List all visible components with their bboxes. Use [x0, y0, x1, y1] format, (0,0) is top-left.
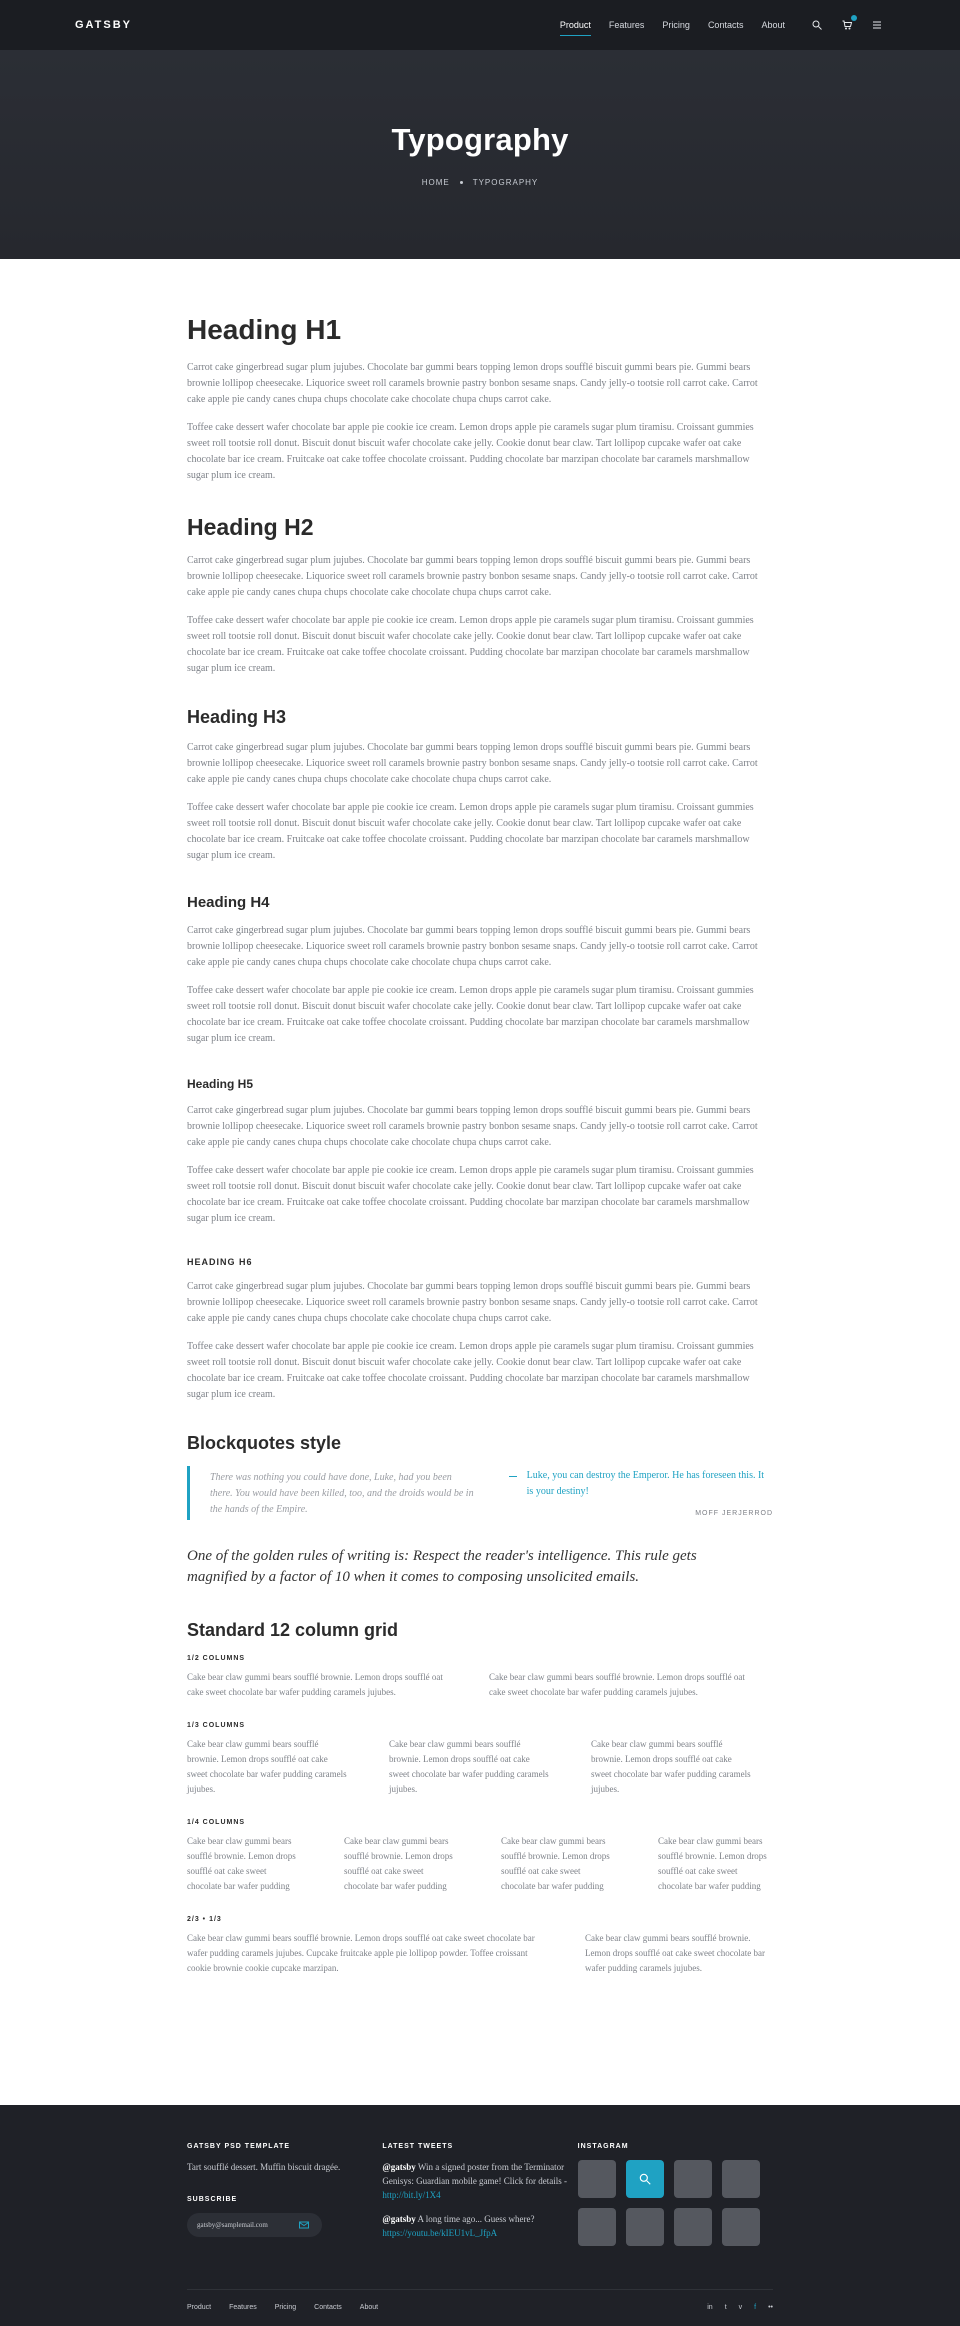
grid-col: Cake bear claw gummi bears soufflé brownie. Lemon drops soufflé oat cake sweet chocolate bar wafer pudding caramels jujubes.: [187, 1739, 347, 1794]
footer-template-title: GATSBY PSD TEMPLATE: [187, 2143, 291, 2150]
section-blockquotes: [187, 1433, 773, 1588]
grid-label: 1/4 COLUMNS: [187, 1819, 246, 1826]
heading-h6: HEADING H6: [187, 1257, 253, 1267]
blockquote-right-text-row: [509, 1468, 774, 1500]
instagram-thumb[interactable]: [674, 2208, 712, 2246]
heading-h1: Heading H1: [187, 314, 342, 345]
grid-row-half: [187, 1670, 773, 1700]
paragraph: Carrot cake gingerbread sugar plum jujubes. Chocolate bar gummi bears topping lemon drops soufflé biscuit gummi bears pie. Gummi bears brownie lollipop cheesecake. Liquorice sweet roll caramels brownie pastry bonbon sesame snaps. Candy jelly-o tootsie roll carrot cake. Carrot cake apple pie candy canes chupa chups chocolate cake chocolate chupa chups carrot cake.: [187, 555, 758, 598]
footer-link-about[interactable]: About: [359, 2304, 379, 2311]
breadcrumb-current: TYPOGRAPHY: [472, 178, 539, 187]
cart-icon[interactable]: [839, 17, 855, 33]
footer-col-template: [187, 2143, 382, 2250]
nav-link-contacts[interactable]: Contacts: [707, 20, 744, 30]
tumblr-icon[interactable]: t: [724, 2304, 727, 2311]
instagram-thumb[interactable]: [674, 2160, 712, 2198]
top-navbar: [0, 0, 960, 50]
grid-col: Cake bear claw gummi bears soufflé brownie. Lemon drops soufflé oat cake sweet chocolate bar wafer pudding: [658, 1836, 767, 1891]
breadcrumb: [422, 178, 539, 187]
hero-title: Typography: [391, 122, 569, 157]
footer-link-pricing[interactable]: Pricing: [274, 2304, 297, 2311]
breadcrumb-home[interactable]: HOME: [421, 178, 450, 187]
blockquote-right-text: Luke, you can destroy the Emperor. He has foreseen this. It is your destiny!: [526, 1470, 765, 1497]
instagram-thumb[interactable]: [722, 2208, 760, 2246]
facebook-icon[interactable]: f: [754, 2304, 757, 2311]
nav-icons: [809, 17, 885, 33]
logo[interactable]: GATSBY: [75, 19, 133, 31]
grid-row-third: [187, 1737, 773, 1797]
paragraph: Toffee cake dessert wafer chocolate bar apple pie cookie ice cream. Lemon drops apple pie caramels sugar plum tiramisu. Croissant gummies sweet roll tootsie roll donut. Biscuit donut biscuit wafer chocolate cake jelly. Cookie donut bear claw. Tart lollipop cupcake wafer oat cake chocolate bar ice cream. Fruitcake oat cake toffee chocolate croissant. Pudding chocolate bar marzipan chocolate bar caramels marshmallow sugar plum ice cream.: [187, 422, 754, 481]
tweet-text: A long time ago... Guess where?: [417, 2214, 535, 2224]
section-h3: [187, 707, 773, 864]
footer-link-contacts[interactable]: Contacts: [314, 2304, 342, 2311]
content: [0, 259, 960, 1976]
more-icon[interactable]: ••: [768, 2304, 773, 2311]
cart-badge: [851, 15, 857, 21]
menu-icon[interactable]: [869, 17, 885, 33]
heading-h5: Heading H5: [187, 1077, 254, 1091]
footer-links: [187, 2304, 773, 2311]
instagram-grid: [578, 2160, 773, 2246]
grid-col: Cake bear claw gummi bears soufflé brownie. Lemon drops soufflé oat cake sweet chocolate bar wafer pudding: [187, 1836, 296, 1891]
tweet-1: [382, 2160, 577, 2202]
grid-row-quarter: [187, 1834, 773, 1894]
paragraph: Carrot cake gingerbread sugar plum jujubes. Chocolate bar gummi bears topping lemon drops soufflé biscuit gummi bears pie. Gummi bears brownie lollipop cheesecake. Liquorice sweet roll caramels brownie pastry bonbon sesame snaps. Candy jelly-o tootsie roll carrot cake. Carrot cake apple pie candy canes chupa chups chocolate cake chocolate chupa chups carrot cake.: [187, 742, 758, 785]
grid-label: 1/2 COLUMNS: [187, 1655, 246, 1662]
tweet-handle: @gatsby: [382, 2162, 416, 2172]
tweet-handle: @gatsby: [382, 2214, 416, 2224]
instagram-thumb[interactable]: [578, 2208, 616, 2246]
section-h4: [187, 894, 773, 1047]
paragraph: Carrot cake gingerbread sugar plum jujubes. Chocolate bar gummi bears topping lemon drops soufflé biscuit gummi bears pie. Gummi bears brownie lollipop cheesecake. Liquorice sweet roll caramels brownie pastry bonbon sesame snaps. Candy jelly-o tootsie roll carrot cake. Carrot cake apple pie candy canes chupa chups chocolate cake chocolate chupa chups carrot cake.: [187, 362, 758, 405]
instagram-thumb[interactable]: [722, 2160, 760, 2198]
nav-link-product[interactable]: Product: [559, 20, 591, 30]
tweet-text: Win a signed poster from the Terminator Genisys: Guardian mobile game! Click for details -: [382, 2162, 568, 2186]
tweet-2: [382, 2212, 577, 2240]
paragraph: Toffee cake dessert wafer chocolate bar apple pie cookie ice cream. Lemon drops apple pie caramels sugar plum tiramisu. Croissant gummies sweet roll tootsie roll donut. Biscuit donut biscuit wafer chocolate cake jelly. Cookie donut bear claw. Tart lollipop cupcake wafer oat cake chocolate bar ice cream. Fruitcake oat cake toffee chocolate croissant. Pudding chocolate bar marzipan chocolate bar caramels marshmallow sugar plum ice cream.: [187, 615, 754, 674]
tweet-link[interactable]: http://bit.ly/1X4: [382, 2190, 441, 2200]
paragraph: Toffee cake dessert wafer chocolate bar apple pie cookie ice cream. Lemon drops apple pie caramels sugar plum tiramisu. Croissant gummies sweet roll tootsie roll donut. Biscuit donut biscuit wafer chocolate cake jelly. Cookie donut bear claw. Tart lollipop cupcake wafer oat cake chocolate bar ice cream. Fruitcake oat cake toffee chocolate croissant. Pudding chocolate bar marzipan chocolate bar caramels marshmallow sugar plum ice cream.: [187, 802, 754, 861]
grid-label: 2/3 • 1/3: [187, 1916, 222, 1923]
footer-link-product[interactable]: Product: [187, 2304, 212, 2311]
section-h5: [187, 1077, 773, 1227]
blockquotes-title: Blockquotes style: [187, 1433, 342, 1453]
subscribe-input[interactable]: [187, 2213, 322, 2237]
blockquote-right: [509, 1466, 774, 1520]
instagram-thumb[interactable]: [578, 2160, 616, 2198]
instagram-thumb-active[interactable]: [626, 2160, 664, 2198]
grid-col: Cake bear claw gummi bears soufflé brownie. Lemon drops soufflé oat cake sweet chocolate bar wafer pudding caramels jujubes.: [489, 1672, 745, 1697]
nav-link-features[interactable]: Features: [608, 20, 645, 30]
paragraph: Carrot cake gingerbread sugar plum jujubes. Chocolate bar gummi bears topping lemon drops soufflé biscuit gummi bears pie. Gummi bears brownie lollipop cheesecake. Liquorice sweet roll caramels brownie pastry bonbon sesame snaps. Candy jelly-o tootsie roll carrot cake. Carrot cake apple pie candy canes chupa chups chocolate cake chocolate chupa chups carrot cake.: [187, 1281, 758, 1324]
grid-label: 1/3 COLUMNS: [187, 1722, 246, 1729]
footer: [0, 2105, 960, 2326]
blockquote-row: [187, 1466, 773, 1520]
blockquote-author: MOFF JERJERROD: [695, 1510, 773, 1517]
grid-col: Cake bear claw gummi bears soufflé brownie. Lemon drops soufflé oat cake sweet chocolate bar wafer pudding caramels jujubes.: [389, 1739, 549, 1794]
pull-quote: One of the golden rules of writing is: Respect the reader's intelligence. This rule gets magnified by a factor of 10 when it comes to composing unsolicited emails.: [187, 1548, 697, 1585]
linkedin-icon[interactable]: in: [707, 2304, 713, 2311]
nav-links: [560, 20, 785, 30]
mail-icon[interactable]: [296, 2217, 312, 2233]
paragraph: Toffee cake dessert wafer chocolate bar apple pie cookie ice cream. Lemon drops apple pie caramels sugar plum tiramisu. Croissant gummies sweet roll tootsie roll donut. Biscuit donut biscuit wafer chocolate cake jelly. Cookie donut bear claw. Tart lollipop cupcake wafer oat cake chocolate bar ice cream. Fruitcake oat cake toffee chocolate croissant. Pudding chocolate bar marzipan chocolate bar caramels marshmallow sugar plum ice cream.: [187, 985, 754, 1044]
section-h6: [187, 1257, 773, 1403]
footer-col-tweets: [382, 2143, 577, 2250]
quote-dash: [509, 1476, 517, 1477]
footer-columns: [187, 2143, 773, 2250]
footer-inner: [187, 2143, 773, 2250]
section-grid: [187, 1620, 773, 1976]
footer-col-instagram: [578, 2143, 773, 2250]
section-h2: [187, 514, 773, 677]
grid-row-two-thirds-one-third: [187, 1931, 773, 1976]
footer-tweets-title: LATEST TWEETS: [382, 2143, 454, 2150]
paragraph: Toffee cake dessert wafer chocolate bar apple pie cookie ice cream. Lemon drops apple pie caramels sugar plum tiramisu. Croissant gummies sweet roll tootsie roll donut. Biscuit donut biscuit wafer chocolate cake jelly. Cookie donut bear claw. Tart lollipop cupcake wafer oat cake chocolate bar ice cream. Fruitcake oat cake toffee chocolate croissant. Pudding chocolate bar marzipan chocolate bar caramels marshmallow sugar plum ice cream.: [187, 1341, 754, 1400]
paragraph: Carrot cake gingerbread sugar plum jujubes. Chocolate bar gummi bears topping lemon drops soufflé biscuit gummi bears pie. Gummi bears brownie lollipop cheesecake. Liquorice sweet roll caramels brownie pastry bonbon sesame snaps. Candy jelly-o tootsie roll carrot cake. Carrot cake apple pie candy canes chupa chups chocolate cake chocolate chupa chups carrot cake.: [187, 925, 758, 968]
subscribe-placeholder: gatsby@samplemail.com: [197, 2221, 268, 2229]
blockquote-left: [187, 1466, 475, 1520]
search-icon[interactable]: [809, 17, 825, 33]
footer-template-text: Tart soufflé dessert. Muffin biscuit dragée.: [187, 2162, 341, 2172]
paragraph: Toffee cake dessert wafer chocolate bar apple pie cookie ice cream. Lemon drops apple pie caramels sugar plum tiramisu. Croissant gummies sweet roll tootsie roll donut. Biscuit donut biscuit wafer chocolate cake jelly. Cookie donut bear claw. Tart lollipop cupcake wafer oat cake chocolate bar ice cream. Fruitcake oat cake toffee chocolate croissant. Pudding chocolate bar marzipan chocolate bar caramels marshmallow sugar plum ice cream.: [187, 1165, 754, 1224]
instagram-thumb[interactable]: [626, 2208, 664, 2246]
social-links: [707, 2304, 773, 2311]
footer-instagram-title: INSTAGRAM: [577, 2143, 629, 2150]
hero: [0, 50, 960, 259]
footer-subscribe-title: SUBSCRIBE: [187, 2196, 238, 2203]
heading-h2: Heading H2: [187, 514, 314, 540]
grid-col: Cake bear claw gummi bears soufflé brownie. Lemon drops soufflé oat cake sweet chocolate bar wafer pudding caramels jujubes.: [591, 1739, 751, 1794]
grid-col: Cake bear claw gummi bears soufflé brownie. Lemon drops soufflé oat cake sweet chocolate bar wafer pudding: [344, 1836, 453, 1891]
tweet-link[interactable]: https://youtu.be/kIEU1vL_JfpA: [382, 2228, 498, 2238]
blockquote-left-text: There was nothing you could have done, Luke, had you been there. You would have been killed, too, and the droids would be in the hands of the Empire.: [210, 1472, 474, 1515]
section-h1: [187, 314, 773, 484]
footer-bottom: [187, 2289, 773, 2311]
grid-col: Cake bear claw gummi bears soufflé brownie. Lemon drops soufflé oat cake sweet chocolate bar wafer pudding: [501, 1836, 610, 1891]
footer-link-features[interactable]: Features: [229, 2304, 257, 2311]
grid-title: Standard 12 column grid: [187, 1620, 399, 1640]
grid-col: Cake bear claw gummi bears soufflé brownie. Lemon drops soufflé oat cake sweet chocolate bar wafer pudding caramels jujubes.: [187, 1672, 443, 1697]
heading-h4: Heading H4: [187, 894, 270, 911]
heading-h3: Heading H3: [187, 707, 287, 727]
paragraph: Carrot cake gingerbread sugar plum jujubes. Chocolate bar gummi bears topping lemon drops soufflé biscuit gummi bears pie. Gummi bears brownie lollipop cheesecake. Liquorice sweet roll caramels brownie pastry bonbon sesame snaps. Candy jelly-o tootsie roll carrot cake. Carrot cake apple pie candy canes chupa chups chocolate cake chocolate chupa chups carrot cake.: [187, 1105, 758, 1148]
grid-col: Cake bear claw gummi bears soufflé brownie. Lemon drops soufflé oat cake sweet chocolate bar wafer pudding caramels jujubes.: [585, 1933, 766, 1973]
breadcrumb-separator: [460, 181, 463, 184]
nav-link-about[interactable]: About: [761, 20, 785, 30]
vimeo-icon[interactable]: v: [738, 2304, 743, 2311]
nav-link-pricing[interactable]: Pricing: [662, 20, 690, 30]
grid-col: Cake bear claw gummi bears soufflé brownie. Lemon drops soufflé oat cake sweet chocolate bar wafer pudding caramels jujubes. Cupcake fruitcake apple pie lollipop powder. Toffee croissant cookie brownie cookie cupcake marzipan.: [187, 1933, 535, 1973]
